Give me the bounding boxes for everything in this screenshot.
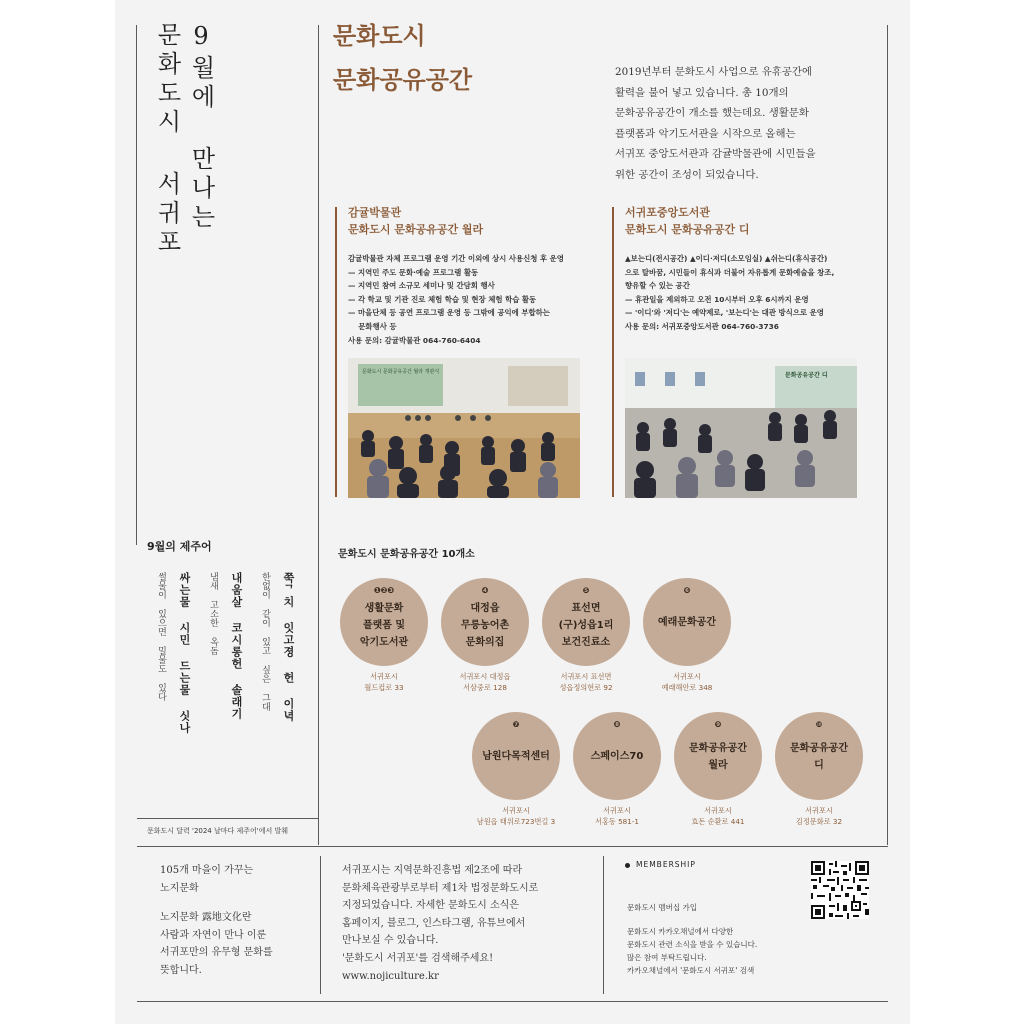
footer-col-noji: 105개 마을이 가꾸는 노지문화 노지문화 露地文化란 사람과 자연이 만나 이룬 서귀포만의 유무형 문화를 뜻합니다.	[160, 862, 310, 980]
space-number: ❻	[683, 586, 691, 595]
space-name: 스페이스70	[590, 751, 644, 762]
space-address: 서귀포시 대정읍 서삼중로 128	[459, 672, 511, 692]
space-circle-4	[441, 578, 529, 666]
space-circle-1	[340, 578, 428, 666]
space-address: 서귀포시 김정문화로 32	[795, 806, 843, 826]
qr-code-icon[interactable]	[811, 861, 869, 919]
space-address: 서귀포시 표선면 성읍정의현로 92	[559, 672, 613, 692]
footer-spacer	[627, 914, 812, 925]
footer-top-rule	[137, 846, 888, 847]
photo-banner-right: 문화공유공간 디	[785, 372, 828, 379]
left-block-details: 감귤박물관 자체 프로그램 운영 기간 이외에 상시 사용신청 후 운영 — 지역민 주도 문화·예술 프로그램 활동 — 지역민 참여 소규모 세미나 및 간담회 행사 — 각 학교 및 기관 진로 체험 학습 및 현장 체험 학습 활동 — 마을단체 등 공연 프로그램 운영 등 그밖에 공익에 부합하는 문화행사 등 사용 문의: 감귤박물관 064-760-6404	[348, 254, 564, 345]
left-block-accent-bar	[335, 207, 337, 497]
footer-divider-1	[320, 856, 321, 994]
bullet-dot-icon	[625, 863, 630, 868]
main-title-line1: 문화도시	[333, 22, 426, 50]
space-number: ❹	[481, 586, 489, 595]
right-border-line	[887, 25, 888, 845]
space-circle-8	[573, 712, 661, 800]
footer-col-membership: 문화도시 멤버십 가입 문화도시 카카오채널에서 다양한 문화도시 관련 소식을 받을 수 있습니다. 많은 참여 부탁드립니다. 카카오채널에서 '문화도시 서귀포' 검색	[627, 901, 812, 977]
footer-col-about: 서귀포시는 지역문화진흥법 제2조에 따라 문화체육관광부로부터 제1차 법정문화도시로 지정되었습니다. 자세한 문화도시 소식은 홈페이지, 블로그, 인스타그램, 유튜브에서 만나보실 수 있습니다. '문화도시 서귀포'를 검색해주세요! www.nojiculture.kr	[342, 862, 597, 985]
photo-banner-left: 문화도시 문화공유공간 월라 개관식	[362, 369, 440, 375]
side-inner-rule	[136, 25, 137, 545]
jeju-word-1: 쭉ᄀ치 잇고졍 헌 이녁	[282, 572, 295, 722]
space-circle-5	[542, 578, 630, 666]
jeju-heading: 9월의 제주어	[147, 540, 212, 553]
jeju-word-3: 싸는물 시민 드는물 싯나	[178, 572, 191, 734]
right-block-details: ▲보는디(전시공간) ▲이디·저디(소모임실) ▲쉬는디(휴식공간) 으로 탈바꿈, 시민들이 휴식과 더불어 자유롭게 문화예술을 창조, 향유할 수 있는 공간 — 휴관일을 제외하고 오전 10시부터 오후 6시까지 운영 — '이디'와 '저디'는 예약제로, '보는디'는 대관 방식으로 운영 사용 문의: 서귀포중앙도서관 064-760-3736	[625, 254, 835, 331]
side-title-col1: 문화도시 서귀포	[153, 22, 181, 258]
space-address: 서귀포시 서홍동 581-1	[595, 806, 639, 826]
left-column-divider	[318, 25, 319, 845]
jeju-meaning-2: 냄새 고소한 옥돔	[208, 572, 218, 655]
space-number: ❼	[512, 720, 520, 729]
space-address: 서귀포시 월드컵로 33	[364, 672, 404, 692]
footer-bottom-rule	[137, 1001, 888, 1002]
jeju-meaning-1: 한없이 같이 있고 싶은 그대	[260, 572, 270, 711]
photo-illustration	[348, 358, 580, 498]
space-number: ❾	[714, 720, 722, 729]
space-name: 남원다목적센터	[482, 751, 550, 762]
right-block-heading: 서귀포중앙도서관 문화도시 문화공유공간 디	[625, 206, 750, 236]
space-circle-10	[775, 712, 863, 800]
space-name: 생활문화 플랫폼 및 악기도서관	[359, 603, 409, 648]
space-circle-6	[643, 578, 731, 666]
footer-spacer	[160, 897, 310, 909]
intro-paragraph: 2019년부터 문화도시 사업으로 유휴공간에 활력을 불어 넣고 있습니다. 총 10개의 문화공유공간이 개소를 했는데요. 생활문화 플랫폼과 악기도서관을 시작으로 올해는 서귀포 중앙도서관과 감귤박물관에 시민들을 위한 공간이 조성이 되었습니다.	[615, 66, 816, 181]
space-address: 서귀포시 효돈 순환로 441	[691, 806, 745, 826]
space-name: 문화공유공간 디	[790, 743, 848, 771]
space-name: 대정읍 무릉농어촌 문화의집	[460, 603, 510, 648]
space-address: 서귀포시 예래해안로 348	[661, 672, 713, 692]
website-link[interactable]: www.nojiculture.kr	[342, 970, 439, 982]
space-circle-7	[472, 712, 560, 800]
footer-divider-2	[603, 856, 604, 994]
side-title-col2: 9월에 만나는	[187, 22, 215, 233]
photo-citrus-museum-event	[348, 358, 580, 498]
space-circle-9	[674, 712, 762, 800]
right-block-accent-bar	[612, 207, 614, 497]
spaces-heading: 문화도시 문화공유공간 10개소	[338, 549, 475, 560]
space-number: ❿	[815, 720, 823, 729]
space-name: 문화공유공간 월라	[689, 743, 747, 771]
photo-illustration	[625, 358, 857, 498]
space-number: ❽	[613, 720, 621, 729]
left-block-heading: 감귤박물관 문화도시 문화공유공간 월라	[348, 206, 484, 236]
space-number: ❶❷❸	[373, 586, 395, 595]
space-number: ❺	[582, 586, 590, 595]
space-name: 예래문화공간	[658, 617, 716, 628]
side-footnote: 문화도시 달력 '2024 날마다 제주어'에서 발췌	[147, 827, 288, 835]
side-footnote-rule	[137, 818, 318, 819]
photo-central-library-event	[625, 358, 857, 498]
jeju-word-2: 내움살 코시롱헌 솔래기	[230, 572, 243, 720]
space-address: 서귀포시 남원읍 태위로723번길 3	[476, 806, 556, 826]
main-title-line2: 문화공유공간	[333, 66, 473, 94]
jeju-meaning-3: 썰물이 있으면 밀물도 있다	[156, 572, 166, 701]
space-name: 표선면 (구)성읍1리 보건진료소	[558, 603, 614, 648]
membership-label: MEMBERSHIP	[625, 860, 696, 869]
